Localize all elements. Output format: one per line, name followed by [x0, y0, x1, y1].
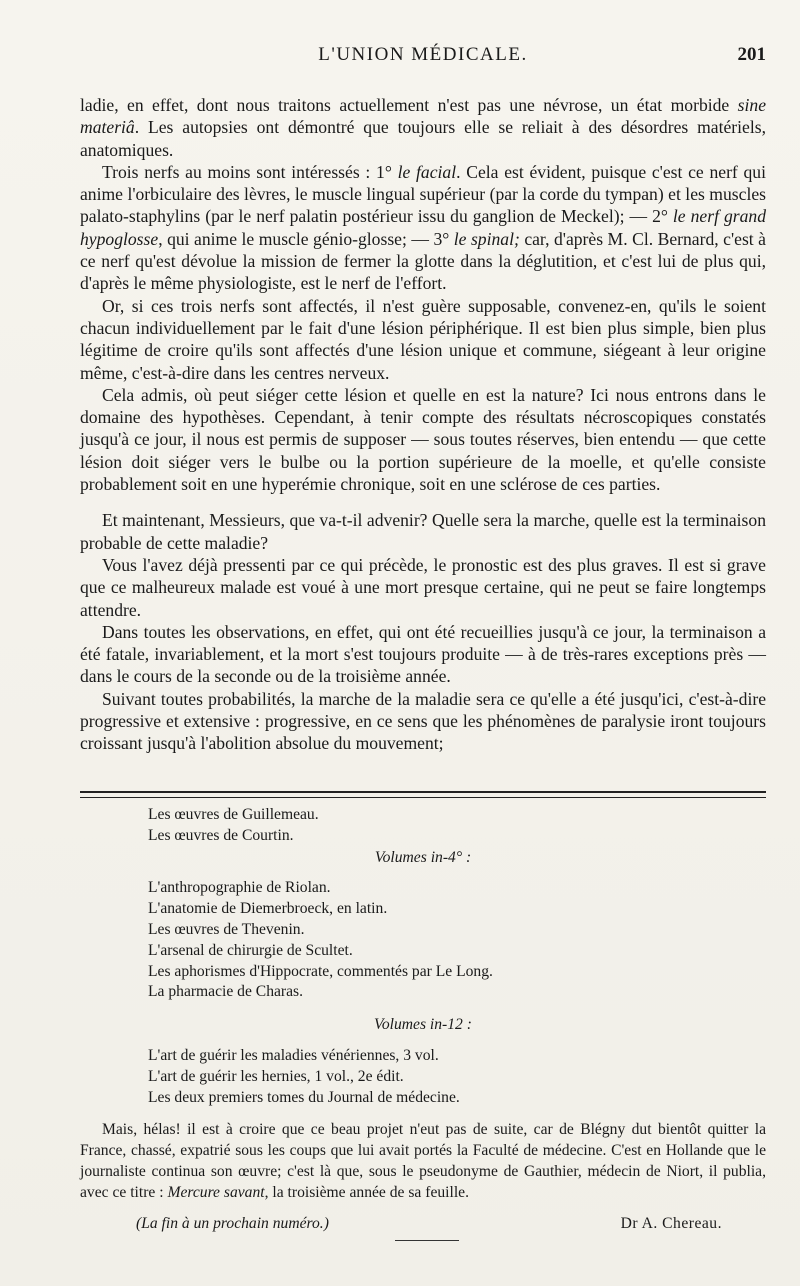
book-title: L'art de guérir les maladies vénériennes, 3 vol.	[148, 1046, 439, 1064]
feuilleton-closing	[80, 1214, 766, 1238]
text-run: , la troisième année de sa feuille.	[264, 1183, 469, 1201]
text-run: Suivant toutes probabilités, la marche de la maladie sera ce qu'elle a été jusqu'ici, c'est-à-dire progressive et extensive : progressive, en ce sens que les phénomènes de paralysie iront toujours croissant jusqu'à l'abolition absolue du mouvement;	[80, 688, 766, 754]
book-title: L'anthropographie de Riolan.	[148, 879, 331, 897]
text-run: Trois nerfs au moins sont intéressés : 1°	[102, 161, 398, 182]
book-title: Les œuvres de Guillemeau.	[148, 806, 319, 823]
text-run: . Les autopsies ont démontré que toujours elle se reliait à des désordres matériels, anatomiques.	[80, 117, 766, 160]
text-run: Vous l'avez déjà pressenti par ce qui précède, le pronostic est des plus graves. Il est si grave que ce malheureux malade est voué à une mort presque certaine, qui ne peut se faire longtemps attendre.	[80, 554, 766, 620]
bottom-rule	[395, 1240, 459, 1241]
text-run: car, d'après M. Cl. Bernard, c'est à ce nerf qu'est dévolue la mission de fermer la glotte dans la déglutition, et c'est lui de plus qui, d'après le même physiologiste, est le nerf de l'effort.	[80, 228, 766, 294]
book-title: Les deux premiers tomes du Journal de médecine.	[148, 1088, 460, 1106]
paragraph	[80, 621, 766, 688]
feuilleton	[80, 805, 766, 1238]
feuilleton-separator-thick	[80, 791, 766, 793]
page-header	[80, 42, 766, 72]
italic-phrase: le nerf grand hypoglosse	[80, 206, 767, 249]
volumes-in-12-heading: Volumes in-12 :	[374, 1016, 472, 1034]
book-title: Les œuvres de Courtin.	[148, 826, 294, 844]
paragraph	[80, 161, 766, 295]
book-title: La pharmacie de Charas.	[148, 983, 303, 1001]
volumes-in-4-heading: Volumes in-4° :	[374, 848, 472, 866]
text-run: . Cela est évident, puisque c'est ce nerf qui anime l'orbiculaire des lèvres, le muscle lingual supérieur (par la corde du tympan) et les muscles palato-staphylins (par le nerf palatin postérieur issu du ganglion de Meckel); — 2°	[80, 161, 766, 227]
book-list-in-12	[148, 1046, 766, 1108]
text-run: ladie, en effet, dont nous traitons actuellement n'est pas une névrose, un état morbide	[80, 95, 738, 115]
running-title: L'UNION MÉDICALE.	[318, 44, 528, 65]
paragraph	[80, 295, 766, 384]
text-run: , qui anime le muscle génio-glosse; — 3°	[158, 228, 454, 249]
book-list-in-folio	[148, 805, 766, 847]
book-title: L'art de guérir les hernies, 1 vol., 2e édit.	[148, 1067, 404, 1085]
article-body	[80, 94, 766, 755]
paragraph	[80, 509, 766, 554]
book-list-in-4	[148, 878, 766, 1003]
text-run: Cela admis, où peut siéger cette lésion et quelle en est la nature? Ici nous entrons dans le domaine des hypothèses. Cependant, à tenir compte des résultats nécroscopiques constatés jusqu'à ce jour, il nous est permis de supposer — sous toutes réserves, bien entendu — que cette lésion doit siéger vers le bulbe ou la portion supérieure de la moelle, et qu'elle consiste probablement soit en une hyperémie chronique, soit en une sclérose de ces parties.	[80, 384, 766, 495]
paragraph	[80, 384, 766, 495]
book-title: L'anatomie de Diemerbroeck, en latin.	[148, 900, 388, 918]
continuation-note: (La fin à un prochain numéro.)	[136, 1214, 329, 1232]
italic-phrase: Mercure savant	[167, 1183, 265, 1201]
author-signature: Dr A. Chereau.	[620, 1214, 722, 1232]
feuilleton-separator-thin	[80, 797, 766, 798]
book-title: L'arsenal de chirurgie de Scultet.	[148, 941, 353, 959]
page-number: 201	[737, 44, 766, 65]
text-run: Or, si ces trois nerfs sont affectés, il n'est guère supposable, convenez-en, qu'ils le soient chacun individuellement par le fait d'une lésion périphérique. Il est bien plus simple, bien plus légitime de croire qu'ils sont affectés d'une lésion unique et commune, siégeant à leur origine même, c'est-à-dire dans les centres nerveux.	[80, 295, 766, 383]
book-title: Les aphorismes d'Hippocrate, commentés par Le Long.	[148, 962, 493, 980]
text-run: Et maintenant, Messieurs, que va-t-il advenir? Quelle sera la marche, quelle est la terminaison probable de cette maladie?	[80, 510, 766, 553]
paragraph	[80, 688, 766, 755]
italic-phrase: le spinal;	[453, 228, 520, 249]
paragraph	[80, 554, 766, 621]
text-run: Dans toutes les observations, en effet, qui ont été recueillies jusqu'à ce jour, la terminaison a été fatale, invariablement, et la mort s'est toujours produite — à de très-rares exceptions près — dans le cours de la seconde ou de la troisième année.	[80, 621, 766, 687]
italic-phrase: sine materiâ	[80, 95, 766, 138]
italic-phrase: le facial	[397, 161, 457, 182]
text-run: Mais, hélas! il est à croire que ce beau projet n'eut pas de suite, car de Blégny dut bientôt quitter la France, chassé, expatrié sous les coups que lui avait portés la Faculté de médecine. C'est en Hollande que le journaliste continua son œuvre; c'est là que, sous le pseudonyme de Gauthier, médecin de Niort, il publia, avec ce titre :	[80, 1121, 766, 1201]
paragraph	[80, 94, 766, 161]
feuilleton-final-paragraph	[80, 1120, 766, 1203]
book-title: Les œuvres de Thevenin.	[148, 920, 305, 938]
